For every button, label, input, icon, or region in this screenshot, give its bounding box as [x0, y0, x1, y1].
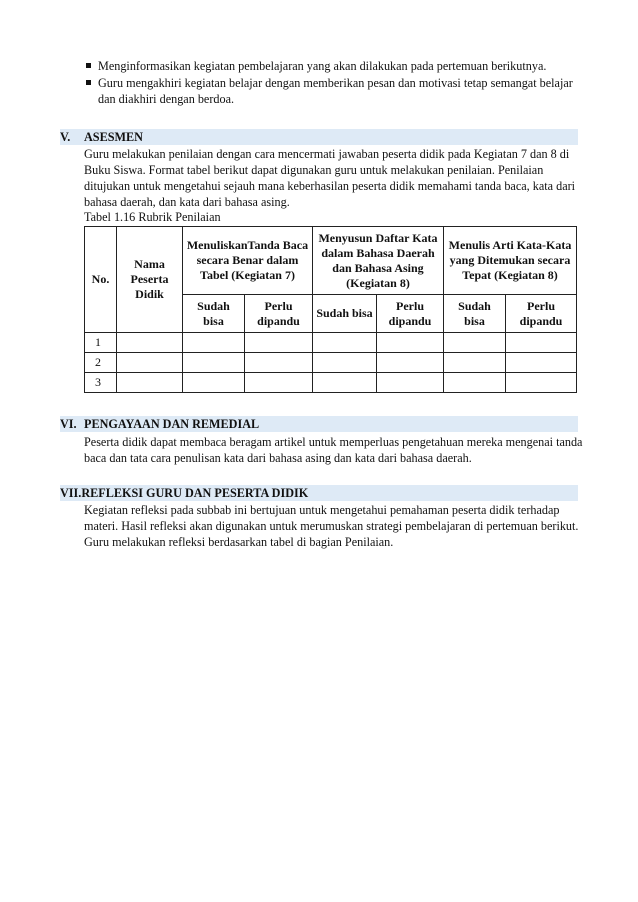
pengayaan-paragraph: Peserta didik dapat membaca beragam artikel untuk memperluas pengetahuan mereka mengenai tanda baca dan tata cara penulisan kata dari bahasa asing dan kata dari bahasa daerah.	[84, 435, 583, 465]
subheader-perlu-dipandu: Perlu dipandu	[377, 295, 444, 333]
empty-cell	[183, 333, 245, 353]
empty-cell	[313, 373, 377, 393]
empty-cell	[506, 333, 577, 353]
table-row	[85, 373, 577, 393]
empty-cell	[117, 333, 183, 353]
empty-cell	[377, 373, 444, 393]
row-number: 3	[85, 373, 117, 393]
empty-cell	[245, 353, 313, 373]
empty-cell	[313, 353, 377, 373]
empty-cell	[444, 353, 506, 373]
section-number: V.	[60, 130, 71, 144]
closing-activities-list	[84, 58, 584, 108]
section-heading-refleksi	[60, 485, 578, 501]
empty-cell	[117, 353, 183, 373]
empty-cell	[245, 333, 313, 353]
row-number: 2	[85, 353, 117, 373]
refleksi-paragraph: Kegiatan refleksi pada subbab ini bertujuan untuk mengetahui pemahaman peserta didik terhadap materi. Hasil refleksi akan digunakan untuk merumuskan strategi pembelajaran di pertemuan berikut. Guru melakukan refleksi berdasarkan tabel di bagian Penilaian.	[84, 503, 579, 549]
section-title: REFLEKSI GURU DAN PESERTA DIDIK	[81, 486, 309, 500]
empty-cell	[377, 333, 444, 353]
empty-cell	[444, 333, 506, 353]
section-heading-pengayaan	[60, 416, 578, 432]
column-group-kegiatan-8-arti: Menulis Arti Kata-Kata yang Ditemukan secara Tepat (Kegiatan 8)	[444, 227, 577, 295]
subheader-perlu-dipandu: Perlu dipandu	[506, 295, 577, 333]
section-heading-asesmen	[60, 129, 578, 145]
empty-cell	[377, 353, 444, 373]
empty-cell	[444, 373, 506, 393]
empty-cell	[245, 373, 313, 393]
subheader-perlu-dipandu: Perlu dipandu	[245, 295, 313, 333]
subheader-sudah-bisa: Sudah bisa	[183, 295, 245, 333]
list-item: Menginformasikan kegiatan pembelajaran yang akan dilakukan pada pertemuan berikutnya.	[84, 58, 584, 74]
column-group-kegiatan-7: MenuliskanTanda Baca secara Benar dalam Tabel (Kegiatan 7)	[183, 227, 313, 295]
column-header-nama: Nama Peserta Didik	[117, 227, 183, 333]
list-item: Guru mengakhiri kegiatan belajar dengan memberikan pesan dan motivasi tetap semangat belajar dan diakhiri dengan berdoa.	[84, 75, 584, 107]
row-number: 1	[85, 333, 117, 353]
empty-cell	[183, 373, 245, 393]
section-title: ASESMEN	[84, 130, 143, 144]
asesmen-paragraph: Guru melakukan penilaian dengan cara mencermati jawaban peserta didik pada Kegiatan 7 dan 8 di Buku Siswa. Format tabel berikut dapat digunakan guru untuk melakukan penilaian. Penilaian ditujukan untuk mengetahui sejauh mana keberhasilan peserta didik memahami tanda baca, kata dari bahasa daerah, dan kata dari bahasa asing.	[84, 147, 576, 209]
column-group-kegiatan-8-daftar: Menyusun Daftar Kata dalam Bahasa Daerah dan Bahasa Asing (Kegiatan 8)	[313, 227, 444, 295]
rubric-table	[84, 226, 577, 393]
subheader-sudah-bisa: Sudah bisa	[444, 295, 506, 333]
subheader-sudah-bisa: Sudah bisa	[313, 295, 377, 333]
section-number: VII.	[60, 486, 82, 500]
table-row	[85, 353, 577, 373]
empty-cell	[506, 353, 577, 373]
column-header-no: No.	[85, 227, 117, 333]
table-row	[85, 333, 577, 353]
table-caption: Tabel 1.16 Rubrik Penilaian	[84, 210, 221, 224]
empty-cell	[117, 373, 183, 393]
empty-cell	[313, 333, 377, 353]
empty-cell	[506, 373, 577, 393]
empty-cell	[183, 353, 245, 373]
section-title: PENGAYAAN DAN REMEDIAL	[84, 417, 260, 431]
section-number: VI.	[60, 417, 77, 431]
